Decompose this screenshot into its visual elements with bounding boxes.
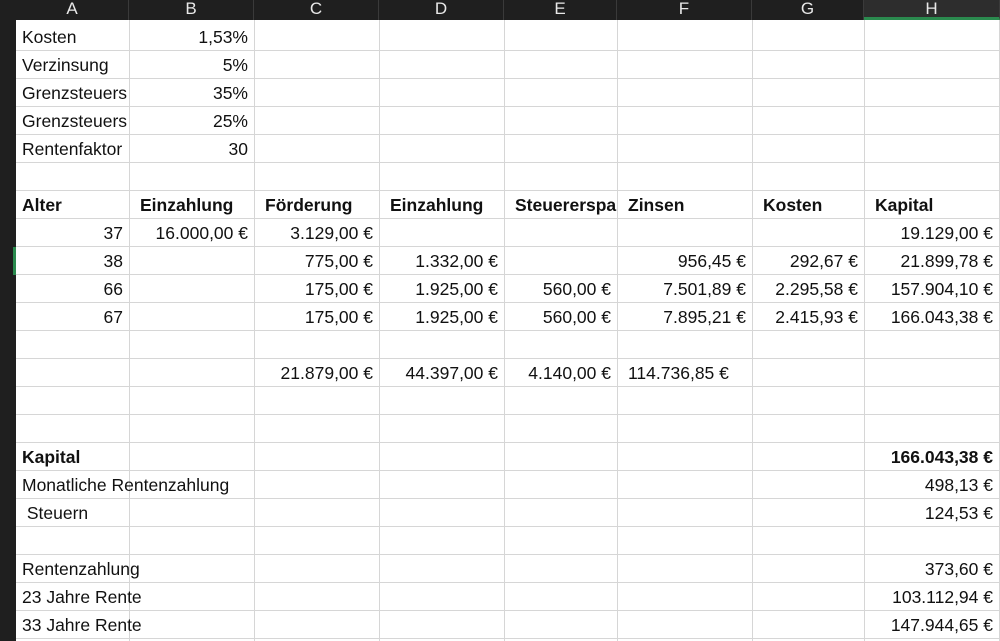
gridline — [16, 498, 1000, 499]
row-header[interactable] — [0, 135, 16, 163]
param-verzinsung-label[interactable]: Verzinsung — [22, 55, 109, 75]
param-rentenfaktor-label[interactable]: Rentenfaktor — [22, 139, 123, 159]
row-header[interactable] — [0, 583, 16, 611]
table-cell[interactable]: 175,00 € — [304, 307, 373, 327]
column-header-f[interactable]: F — [617, 0, 752, 20]
summary-23-jahre-value[interactable]: 103.112,94 € — [892, 587, 993, 607]
gridline — [16, 162, 1000, 163]
summary-monatlich-value[interactable]: 498,13 € — [924, 475, 993, 495]
gridline — [16, 526, 1000, 527]
total-foerderung[interactable]: 21.879,00 € — [280, 363, 373, 383]
header-einzahlung[interactable]: Einzahlung — [140, 195, 234, 215]
row-header[interactable] — [0, 359, 16, 387]
param-rentenfaktor-value[interactable]: 30 — [228, 139, 248, 159]
column-header-bar — [0, 0, 1000, 20]
table-cell[interactable]: 560,00 € — [542, 307, 611, 327]
row-header[interactable] — [0, 191, 16, 219]
table-cell[interactable]: 67 — [103, 307, 123, 327]
param-kosten-label[interactable]: Kosten — [22, 27, 77, 47]
row-header[interactable] — [0, 443, 16, 471]
table-cell[interactable]: 3.129,00 € — [290, 223, 373, 243]
table-cell[interactable]: 166.043,38 € — [890, 307, 993, 327]
table-cell[interactable]: 66 — [103, 279, 123, 299]
row-header[interactable] — [0, 611, 16, 639]
header-steuerersparnis[interactable]: Steuererspa — [515, 195, 617, 215]
param-grenzsteuer2-value[interactable]: 25% — [212, 111, 248, 131]
header-kapital[interactable]: Kapital — [875, 195, 934, 215]
table-cell[interactable]: 38 — [103, 251, 123, 271]
table-cell[interactable]: 560,00 € — [542, 279, 611, 299]
table-cell[interactable]: 1.925,00 € — [415, 279, 498, 299]
column-header-c[interactable]: C — [254, 0, 379, 20]
row-header[interactable] — [0, 499, 16, 527]
total-zinsen[interactable]: 114.736,85 € — [628, 363, 729, 383]
table-cell[interactable]: 292,67 € — [789, 251, 858, 271]
row-header[interactable] — [0, 303, 16, 331]
summary-rentenzahlung-label[interactable]: Rentenzahlung — [22, 559, 140, 579]
row-header[interactable] — [0, 275, 16, 303]
row-header[interactable] — [0, 415, 16, 443]
header-kosten[interactable]: Kosten — [763, 195, 823, 215]
row-header[interactable] — [0, 163, 16, 191]
header-alter[interactable]: Alter — [22, 195, 62, 215]
summary-steuern-label[interactable]: Steuern — [22, 503, 89, 523]
table-cell[interactable]: 19.129,00 € — [900, 223, 993, 243]
header-foerderung[interactable]: Förderung — [265, 195, 353, 215]
table-cell[interactable]: 157.904,10 € — [890, 279, 993, 299]
summary-steuern-value[interactable]: 124,53 € — [924, 503, 993, 523]
gridline — [16, 442, 1000, 443]
table-cell[interactable]: 775,00 € — [304, 251, 373, 271]
row-header[interactable] — [0, 107, 16, 135]
row-header-bar — [0, 20, 16, 641]
table-cell[interactable]: 1.925,00 € — [415, 307, 498, 327]
row-header[interactable] — [0, 247, 16, 275]
summary-rentenzahlung-value[interactable]: 373,60 € — [924, 559, 993, 579]
table-cell[interactable]: 2.415,93 € — [775, 307, 858, 327]
table-cell[interactable]: 21.899,78 € — [900, 251, 993, 271]
header-einzahlung-2[interactable]: Einzahlung — [390, 195, 484, 215]
summary-33-jahre-value[interactable]: 147.944,65 € — [890, 615, 993, 635]
table-cell[interactable]: 7.895,21 € — [663, 307, 746, 327]
column-header-h[interactable]: H — [864, 0, 1000, 20]
row-header[interactable] — [0, 79, 16, 107]
summary-33-jahre-label[interactable]: 33 Jahre Rente — [22, 615, 142, 635]
column-header-e[interactable]: E — [504, 0, 617, 20]
row-header[interactable] — [0, 471, 16, 499]
summary-kapital-value[interactable]: 166.043,38 € — [890, 447, 993, 467]
total-steuerersparnis[interactable]: 4.140,00 € — [528, 363, 611, 383]
param-grenzsteuer1-value[interactable]: 35% — [212, 83, 248, 103]
gridline — [16, 414, 1000, 415]
param-verzinsung-value[interactable]: 5% — [222, 55, 248, 75]
row-header[interactable] — [0, 51, 16, 79]
gridline — [16, 386, 1000, 387]
summary-monatlich-label[interactable]: Monatliche Rentenzahlung — [22, 475, 230, 495]
summary-kapital-label[interactable]: Kapital — [22, 447, 81, 467]
table-cell[interactable]: 7.501,89 € — [663, 279, 746, 299]
param-grenzsteuer2-label[interactable]: Grenzsteuers — [22, 111, 128, 131]
table-cell[interactable]: 16.000,00 € — [155, 223, 248, 243]
row-header[interactable] — [0, 331, 16, 359]
table-cell[interactable]: 1.332,00 € — [415, 251, 498, 271]
table-cell[interactable]: 37 — [103, 223, 123, 243]
row-header[interactable] — [0, 23, 16, 51]
table-cell[interactable]: 956,45 € — [677, 251, 746, 271]
table-cell[interactable]: 2.295,58 € — [775, 279, 858, 299]
gridline — [16, 638, 1000, 639]
row-header[interactable] — [0, 555, 16, 583]
table-cell[interactable]: 175,00 € — [304, 279, 373, 299]
total-einzahlung[interactable]: 44.397,00 € — [405, 363, 498, 383]
column-header-b[interactable]: B — [129, 0, 254, 20]
row-header[interactable] — [0, 219, 16, 247]
spreadsheet-grid[interactable] — [16, 20, 1000, 641]
column-header-d[interactable]: D — [379, 0, 504, 20]
row-header[interactable] — [0, 387, 16, 415]
row-header[interactable] — [0, 527, 16, 555]
param-kosten-value[interactable]: 1,53% — [198, 27, 248, 47]
header-zinsen[interactable]: Zinsen — [628, 195, 685, 215]
gridline — [16, 330, 1000, 331]
column-header-g[interactable]: G — [752, 0, 864, 20]
param-grenzsteuer1-label[interactable]: Grenzsteuers — [22, 83, 128, 103]
summary-23-jahre-label[interactable]: 23 Jahre Rente — [22, 587, 142, 607]
column-header-a[interactable]: A — [16, 0, 129, 20]
